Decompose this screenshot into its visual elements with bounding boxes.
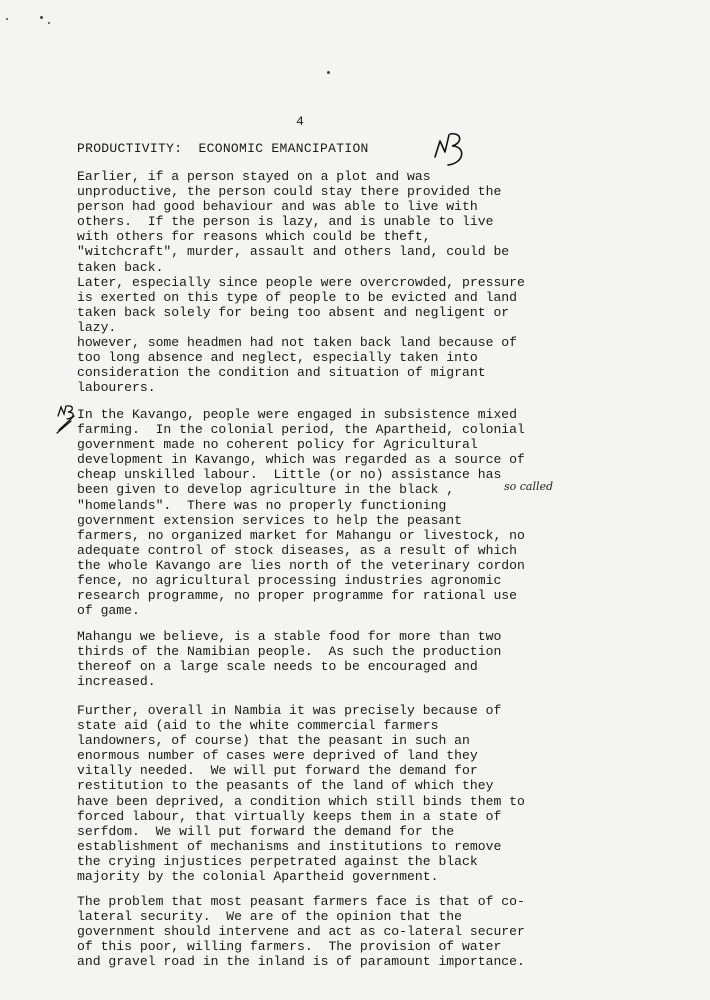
text-line: lateral security. We are of the opinion that the [77,909,463,925]
text-line: consideration the condition and situation of migrant [77,365,486,381]
text-line: restitution to the peasants of the land of which they [77,778,494,794]
text-line: of this poor, willing farmers. The provision of water [77,939,502,955]
scan-speck [48,22,50,24]
text-line: others. If the person is lazy, and is unable to live [77,214,494,230]
text-line: adequate control of stock diseases, as a result of which [77,542,518,558]
text-line: state aid (aid to the white commercial farmers [77,718,439,734]
text-line: of game. [77,603,140,619]
page-number: 4 [296,114,304,129]
text-line: Later, especially since people were overcrowded, pressure [77,274,525,290]
handwritten-nb-initials [432,130,470,168]
text-line: majority by the colonial Apartheid government. [77,869,439,885]
text-line: and gravel road in the inland is of paramount importance. [77,954,525,970]
text-line: been given to develop agriculture in the black , [77,482,455,498]
paragraph-mahangu [77,629,597,689]
handwritten-nb-margin-mark [56,404,76,434]
text-line: taken back. [77,259,164,275]
text-line: however, some headmen had not taken back land because of [77,335,518,351]
scan-speck [327,71,330,74]
text-line: thirds of the Namibian people. As such the production [77,644,502,660]
text-line: with others for reasons which could be theft, [77,229,431,245]
text-line: taken back solely for being too absent and negligent or [77,304,510,320]
text-line: enormous number of cases were deprived of land they [77,748,478,764]
text-line: government should intervene and act as co-lateral securer [77,924,525,940]
text-line: cheap unskilled labour. Little (or no) assistance has [77,467,502,483]
scan-speck [6,18,8,20]
text-line: unproductive, the person could stay there provided the [77,184,502,200]
text-line: landowners, of course) that the peasant in such an [77,733,470,749]
text-line: too long absence and neglect, especially taken into [77,350,478,366]
paragraph-land-tenure [77,169,597,395]
text-line: farming. In the colonial period, the Apartheid, colonial [77,422,525,438]
text-line: labourers. [77,380,156,396]
text-line: serfdom. We will put forward the demand for the [77,823,455,839]
text-line: development in Kavango, which was regarded as a source of [77,452,525,468]
text-line: In the Kavango, people were engaged in subsistence mixed [77,407,518,422]
section-heading: PRODUCTIVITY: ECONOMIC EMANCIPATION [77,141,369,156]
paragraph-kavango-farming [77,407,597,618]
paragraph-collateral [77,894,597,969]
text-line: Further, overall in Nambia it was precisely because of [77,703,502,718]
text-line: lazy. [77,319,117,335]
text-line: vitally needed. We will put forward the demand for [77,763,478,779]
text-line: fence, no agricultural processing industries agronomic [77,573,502,589]
text-line: establishment of mechanisms and institutions to remove [77,838,502,854]
text-line: is exerted on this type of people to be evicted and land [77,289,518,305]
text-line: government extension services to help the peasant [77,512,463,528]
text-line: forced labour, that virtually keeps them in a state of [77,808,502,824]
paragraph-restitution [77,703,597,884]
text-line: research programme, no proper programme for rational use [77,588,518,604]
text-line: have been deprived, a condition which still binds them to [77,793,525,809]
handwritten-so-called: so called [504,480,554,493]
text-line: "witchcraft", murder, assault and others land, could be [77,244,510,260]
text-line: thereof on a large scale needs to be encouraged and [77,659,478,675]
text-line: government made no coherent policy for Agricultural [77,437,478,453]
text-line: increased. [77,674,156,690]
text-line: the crying injustices perpetrated against the black [77,853,478,869]
text-line: Earlier, if a person stayed on a plot and was [77,169,431,184]
text-line: person had good behaviour and was able to live with [77,199,478,215]
text-line: "homelands". There was no properly functioning [77,497,447,513]
text-line: farmers, no organized market for Mahangu or livestock, no [77,527,525,543]
scan-speck [40,16,43,19]
text-line: Mahangu we believe, is a stable food for more than two [77,629,502,644]
text-line: the whole Kavango are lies north of the veterinary cordon [77,557,525,573]
text-line: The problem that most peasant farmers face is that of co- [77,894,525,909]
